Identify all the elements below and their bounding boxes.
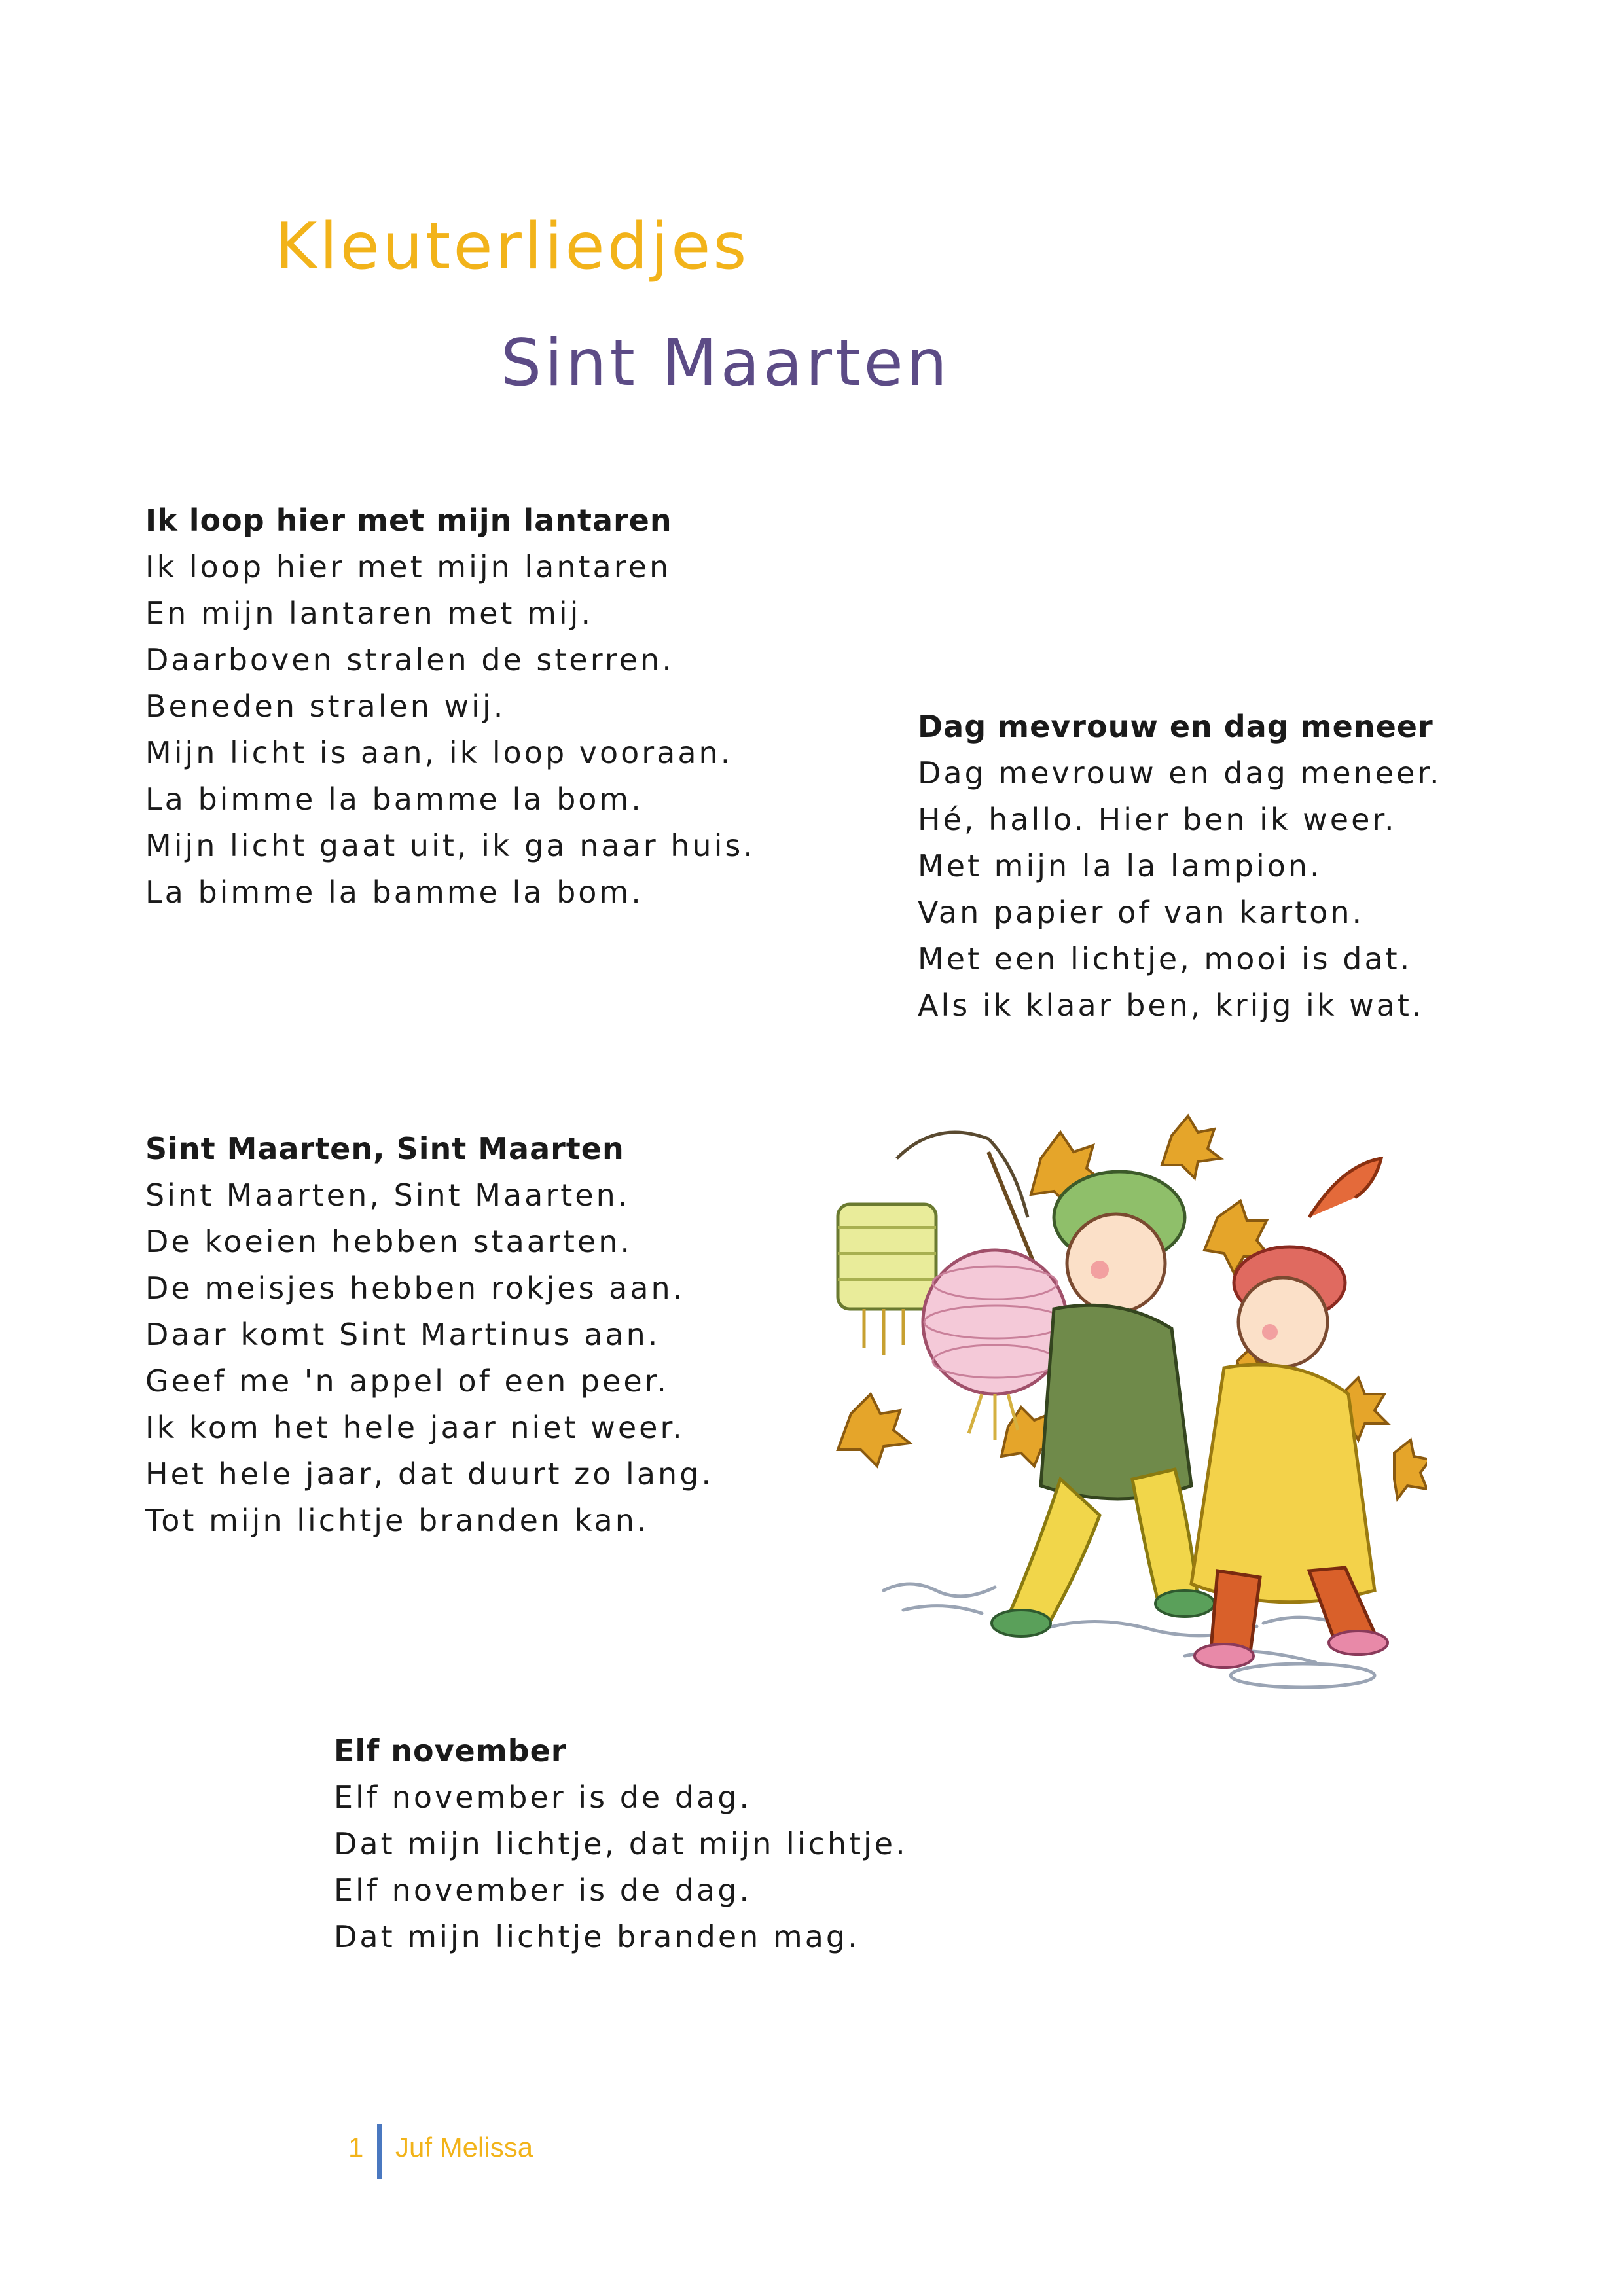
song-line: Met mijn la la lampion. [918, 848, 1322, 884]
song-line: Tot mijn lichtje branden kan. [145, 1503, 649, 1538]
song-line: Sint Maarten, Sint Maarten. [145, 1177, 630, 1213]
children-with-lanterns-illustration [766, 1086, 1427, 1708]
song-title: Sint Maarten, Sint Maarten [145, 1131, 624, 1166]
song-line: Elf november is de dag. [334, 1873, 752, 1908]
song-title: Elf november [334, 1733, 567, 1768]
song-ik-loop-hier [145, 497, 755, 916]
song-line: Ik loop hier met mijn lantaren [145, 549, 672, 584]
song-line: Mijn licht is aan, ik loop vooraan. [145, 735, 733, 770]
song-line: Dag mevrouw en dag meneer. [918, 755, 1442, 791]
song-line: Als ik klaar ben, krijg ik wat. [918, 988, 1424, 1023]
page-subtitle: Sint Maarten [501, 326, 950, 401]
song-line: En mijn lantaren met mij. [145, 596, 594, 631]
song-line: De meisjes hebben rokjes aan. [145, 1270, 685, 1306]
song-title: Ik loop hier met mijn lantaren [145, 503, 672, 538]
song-line: La bimme la bamme la bom. [145, 781, 643, 817]
song-elf-november [334, 1728, 908, 1960]
song-line: Het hele jaar, dat duurt zo lang. [145, 1456, 713, 1492]
song-line: Beneden stralen wij. [145, 689, 506, 724]
song-line: Met een lichtje, mooi is dat. [918, 941, 1413, 977]
song-title: Dag mevrouw en dag meneer [918, 709, 1434, 744]
song-sint-maarten [145, 1126, 713, 1544]
song-line: Dat mijn lichtje, dat mijn lichtje. [334, 1826, 908, 1861]
song-line: Daarboven stralen de sterren. [145, 642, 674, 677]
song-line: Geef me 'n appel of een peer. [145, 1363, 669, 1399]
song-line: Van papier of van karton. [918, 895, 1365, 930]
song-line: Dat mijn lichtje branden mag. [334, 1919, 860, 1954]
song-line: De koeien hebben staarten. [145, 1224, 632, 1259]
footer-author: Juf Melissa [395, 2132, 533, 2162]
footer-divider [377, 2124, 382, 2179]
song-line: Daar komt Sint Martinus aan. [145, 1317, 660, 1352]
page-number: 1 [348, 2132, 364, 2162]
song-line: Mijn licht gaat uit, ik ga naar huis. [145, 828, 755, 863]
song-line: Ik kom het hele jaar niet weer. [145, 1410, 685, 1445]
song-line: Hé, hallo. Hier ben ik weer. [918, 802, 1397, 837]
song-line: La bimme la bamme la bom. [145, 874, 643, 910]
page-title: Kleuterliedjes [275, 209, 749, 284]
song-line: Elf november is de dag. [334, 1780, 752, 1815]
song-dag-mevrouw [918, 704, 1442, 1029]
